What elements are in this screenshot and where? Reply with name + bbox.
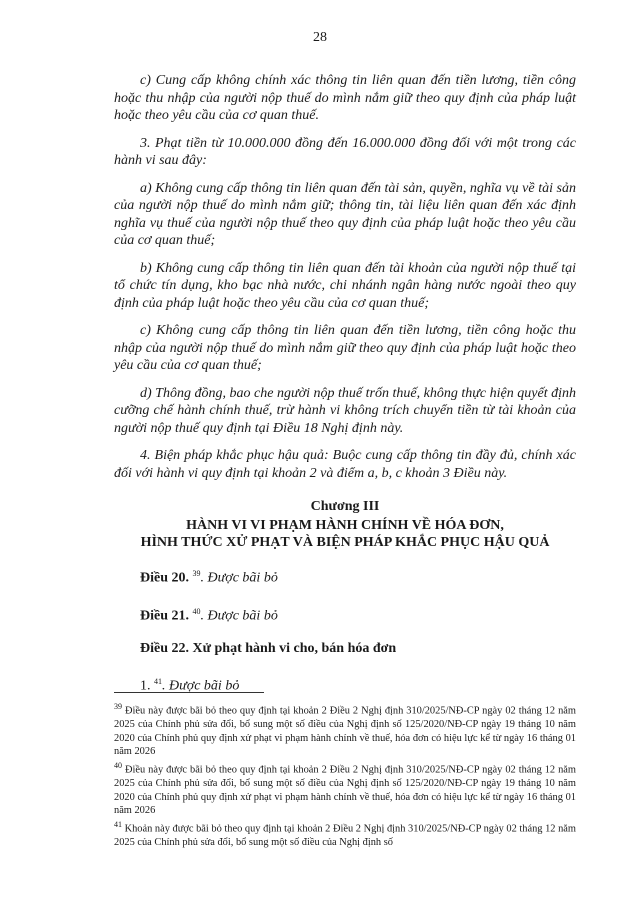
clause-1-label: 1. bbox=[140, 678, 151, 694]
footnote-39-mark: 39 bbox=[114, 702, 122, 711]
chapter-title-line2: HÌNH THỨC XỬ PHẠT VÀ BIỆN PHÁP KHẮC PHỤC HẬU QUẢ bbox=[140, 535, 550, 550]
chapter-label: Chương III bbox=[310, 499, 380, 514]
footnote-39-text: Điều này được bãi bỏ theo quy định tại khoản 2 Điều 2 Nghị định 310/2025/NĐ-CP ngày 02 tháng 12 năm 2025 của Chính phủ sửa đổi, bổ sung một số điều của Nghị định số 125/2020/NĐ-CP ngày 19 tháng 10 năm 2020 của Chính phủ quy định xử phạt vi phạm hành chính về thuế, hóa đơn có hiệu lực kể từ ngày 16 tháng 01 năm 2026 bbox=[114, 705, 576, 758]
footnote-ref-41[interactable]: 41 bbox=[154, 677, 162, 687]
article-22-label: Điều 22. Xử phạt hành vi cho, bán hóa đơn bbox=[140, 641, 397, 657]
article-21-label: Điều 21. bbox=[140, 608, 189, 624]
footnote-40-text: Điều này được bãi bỏ theo quy định tại khoản 2 Điều 2 Nghị định 310/2025/NĐ-CP ngày 02 tháng 12 năm 2025 của Chính phủ sửa đổi, bổ sung một số điều của Nghị định số 125/2020/NĐ-CP ngày 19 tháng 10 năm 2020 của Chính phủ quy định xử phạt vi phạm hành chính về thuế, hóa đơn có hiệu lực kể từ ngày 16 tháng 01 năm 2026 bbox=[114, 764, 576, 817]
article-20-text: . Được bãi bỏ bbox=[200, 570, 278, 586]
article-20-label: Điều 20. bbox=[140, 570, 189, 586]
footnote-divider bbox=[114, 692, 264, 693]
clause-1-text: . Được bãi bỏ bbox=[162, 678, 240, 694]
footnote-41 bbox=[114, 818, 576, 850]
paragraph-3b: b) Không cung cấp thông tin liên quan đến tài khoản của người nộp thuế tại tổ chức tín dụng, kho bạc nhà nước, chi nhánh ngân hàng nước ngoài theo quy định của pháp luật hoặc theo yêu cầu của cơ quan thuế; bbox=[114, 260, 576, 311]
paragraph-3d: d) Thông đồng, bao che người nộp thuế trốn thuế, không thực hiện quyết định cưỡng chế hành chính thuế, trừ hành vi không trích chuyển tiền từ tài khoản của người nộp thuế quy định tại Điều 18 Nghị định này. bbox=[114, 385, 576, 436]
article-22 bbox=[140, 640, 576, 657]
footnote-39 bbox=[114, 700, 576, 759]
paragraph-4: 4. Biện pháp khắc phục hậu quả: Buộc cung cấp thông tin đầy đủ, chính xác đối với hành vi quy định tại khoản 2 và điểm a, b, c khoản 3 Điều này. bbox=[114, 448, 576, 481]
footnote-41-text: Khoản này được bãi bỏ theo quy định tại khoản 2 Điều 2 Nghị định 310/2025/NĐ-CP ngày 02 tháng 12 năm 2025 của Chính phủ sửa đổi, bổ sung một số điều của Nghị định số bbox=[114, 823, 576, 848]
paragraph-3a: a) Không cung cấp thông tin liên quan đến tài sản, quyền, nghĩa vụ về tài sản của người nộp thuế do mình nắm giữ; thông tin, tài liệu liên quan đến xác định nghĩa vụ thuế của người nộp thuế theo quy định của pháp luật hoặc theo yêu cầu của cơ quan thuế; bbox=[114, 180, 576, 248]
paragraph-3: 3. Phạt tiền từ 10.000.000 đồng đến 16.000.000 đồng đối với một trong các hành vi sau đây: bbox=[114, 135, 576, 168]
footnote-ref-40[interactable]: 40 bbox=[192, 606, 201, 616]
article-21 bbox=[140, 603, 576, 625]
article-21-text: . Được bãi bỏ bbox=[200, 608, 278, 624]
document-body bbox=[114, 72, 576, 695]
footnote-40-mark: 40 bbox=[114, 760, 122, 770]
article-20 bbox=[140, 565, 576, 587]
page-number: 28 bbox=[313, 30, 327, 45]
footnote-ref-39[interactable]: 39 bbox=[192, 569, 201, 578]
chapter-title-line1: HÀNH VI VI PHẠM HÀNH CHÍNH VỀ HÓA ĐƠN, bbox=[186, 518, 504, 533]
paragraph-3c: c) Không cung cấp thông tin liên quan đến tiền lương, tiền công hoặc thu nhập của người nộp thuế do mình nắm giữ theo quy định của pháp luật hoặc theo yêu cầu của cơ quan thuế; bbox=[114, 323, 576, 373]
paragraph-2c: c) Cung cấp không chính xác thông tin liên quan đến tiền lương, tiền công hoặc thu nhập của người nộp thuế do mình nắm giữ theo quy định của pháp luật hoặc theo yêu cầu của cơ quan thuế. bbox=[114, 73, 576, 123]
footnote-41-mark: 41 bbox=[114, 819, 122, 829]
footnotes bbox=[114, 700, 576, 849]
footnote-40 bbox=[114, 759, 576, 818]
